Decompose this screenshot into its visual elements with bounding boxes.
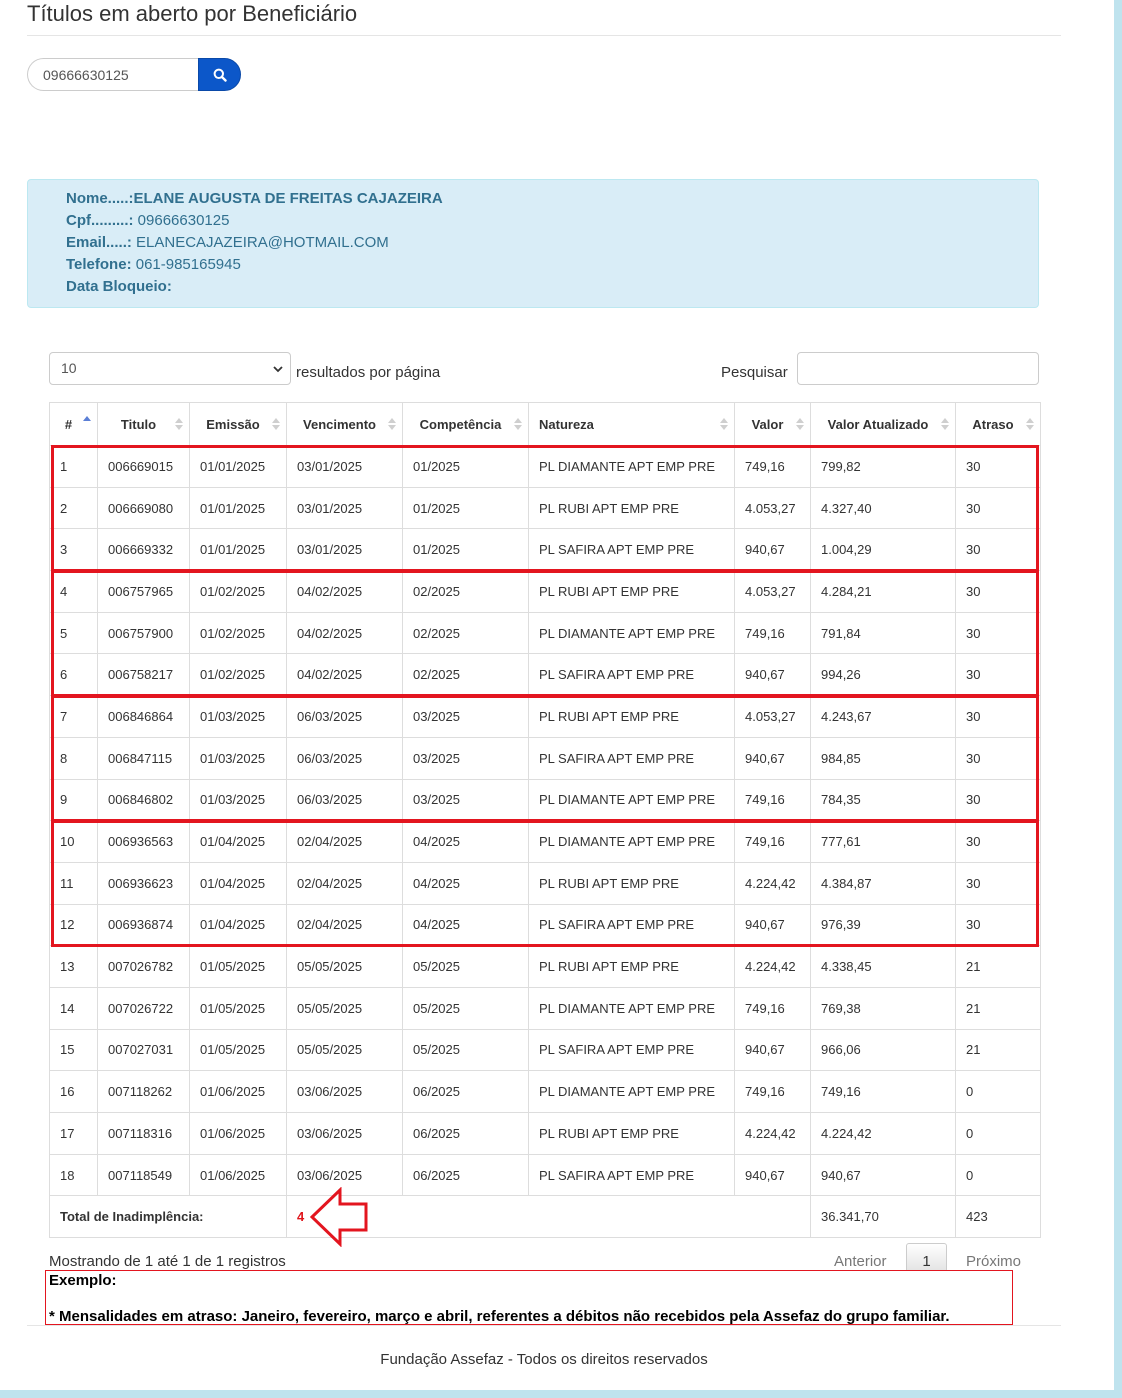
cell-valor: 940,67 — [735, 654, 811, 696]
cell-valor-atualizado: 994,26 — [811, 654, 956, 696]
cpf-label: Cpf.........: — [66, 212, 134, 229]
cell-natureza: PL DIAMANTE APT EMP PRE — [529, 1071, 735, 1113]
cell-valor-atualizado: 4.338,45 — [811, 946, 956, 988]
sort-down-arrow — [272, 425, 280, 430]
table-row — [50, 987, 1041, 1029]
table-row — [50, 571, 1041, 613]
cell-vencimento: 04/02/2025 — [287, 654, 403, 696]
cell-valor: 749,16 — [735, 987, 811, 1029]
cell-natureza: PL DIAMANTE APT EMP PRE — [529, 821, 735, 863]
sort-asc-arrow — [83, 416, 91, 421]
page-length-value: 10 — [61, 360, 77, 376]
sort-both-icon — [941, 417, 949, 431]
cell-emissao: 01/06/2025 — [190, 1113, 287, 1155]
table-header-col-vencimento[interactable] — [287, 403, 403, 446]
sort-down-arrow — [388, 425, 396, 430]
sort-down-arrow — [941, 425, 949, 430]
cell-valor-atualizado: 769,38 — [811, 987, 956, 1029]
cell-competencia: 02/2025 — [403, 654, 529, 696]
cell-competencia: 04/2025 — [403, 821, 529, 863]
header-label: Valor — [751, 416, 784, 432]
cell-valor-atualizado: 4.224,42 — [811, 1113, 956, 1155]
cell-valor-atualizado: 4.327,40 — [811, 487, 956, 529]
table-row — [50, 862, 1041, 904]
cell-natureza: PL SAFIRA APT EMP PRE — [529, 1154, 735, 1196]
cell-emissao: 01/04/2025 — [190, 904, 287, 946]
cell-competencia: 03/2025 — [403, 696, 529, 738]
cell-vencimento: 05/05/2025 — [287, 1029, 403, 1071]
cell-valor: 940,67 — [735, 737, 811, 779]
sort-up-arrow — [941, 418, 949, 423]
cell-atraso: 30 — [956, 904, 1041, 946]
page-length-select[interactable] — [49, 352, 291, 385]
cell-natureza: PL DIAMANTE APT EMP PRE — [529, 987, 735, 1029]
cell-vencimento: 02/04/2025 — [287, 862, 403, 904]
table-header-col-emissao[interactable] — [190, 403, 287, 446]
cell-atraso: 30 — [956, 529, 1041, 571]
cell-valor: 749,16 — [735, 821, 811, 863]
table-header-col-titulo[interactable] — [98, 403, 190, 446]
cell-row-number: 2 — [50, 487, 98, 529]
cell-titulo: 007026722 — [98, 987, 190, 1029]
cell-competencia: 05/2025 — [403, 946, 529, 988]
cell-atraso: 30 — [956, 487, 1041, 529]
data-bloqueio-label: Data Bloqueio: — [66, 278, 172, 295]
search-button[interactable] — [198, 58, 241, 91]
cell-valor-atualizado: 749,16 — [811, 1071, 956, 1113]
footer-text: Fundação Assefaz - Todos os direitos reservados — [380, 1351, 708, 1368]
pagination-page-1[interactable]: 1 — [906, 1243, 947, 1280]
cell-emissao: 01/01/2025 — [190, 529, 287, 571]
cell-vencimento: 06/03/2025 — [287, 737, 403, 779]
cell-competencia: 05/2025 — [403, 1029, 529, 1071]
titles-table — [49, 402, 1041, 1238]
table-header-col-competencia[interactable] — [403, 403, 529, 446]
cell-valor-atualizado: 799,82 — [811, 446, 956, 488]
cell-emissao: 01/02/2025 — [190, 654, 287, 696]
table-header-row — [50, 403, 1041, 446]
cell-valor: 749,16 — [735, 612, 811, 654]
cell-row-number: 13 — [50, 946, 98, 988]
header-label: Natureza — [539, 416, 594, 432]
sort-asc-icon — [83, 415, 91, 429]
page-length-label: resultados por página — [296, 364, 441, 381]
total-row — [50, 1196, 1041, 1238]
table-row — [50, 1071, 1041, 1113]
cell-natureza: PL RUBI APT EMP PRE — [529, 862, 735, 904]
cpf-search-input[interactable] — [27, 58, 199, 91]
info-data-bloqueio — [66, 276, 172, 298]
cell-vencimento: 03/06/2025 — [287, 1154, 403, 1196]
cell-valor-atualizado: 4.243,67 — [811, 696, 956, 738]
sort-down-arrow — [175, 425, 183, 430]
cell-atraso: 30 — [956, 612, 1041, 654]
table-row — [50, 529, 1041, 571]
cell-natureza: PL DIAMANTE APT EMP PRE — [529, 446, 735, 488]
cell-row-number: 1 — [50, 446, 98, 488]
table-header-col-natureza[interactable] — [529, 403, 735, 446]
cell-row-number: 3 — [50, 529, 98, 571]
sort-both-icon — [272, 417, 280, 431]
header-label: Titulo — [120, 416, 157, 432]
cell-row-number: 9 — [50, 779, 98, 821]
pagination-info: Mostrando de 1 até 1 de 1 registros — [49, 1253, 286, 1270]
cell-atraso: 30 — [956, 696, 1041, 738]
sort-down-arrow — [796, 425, 804, 430]
cell-emissao: 01/01/2025 — [190, 487, 287, 529]
header-label: Competência — [419, 416, 502, 432]
cell-vencimento: 03/06/2025 — [287, 1113, 403, 1155]
cell-emissao: 01/02/2025 — [190, 612, 287, 654]
cell-titulo: 006936563 — [98, 821, 190, 863]
cell-natureza: PL DIAMANTE APT EMP PRE — [529, 779, 735, 821]
cell-atraso: 0 — [956, 1154, 1041, 1196]
cpf-value: 09666630125 — [133, 212, 230, 229]
cell-valor: 749,16 — [735, 779, 811, 821]
cell-titulo: 007027031 — [98, 1029, 190, 1071]
beneficiary-search — [27, 58, 241, 91]
cell-atraso: 30 — [956, 446, 1041, 488]
cell-vencimento: 03/01/2025 — [287, 446, 403, 488]
example-title: Exemplo: — [49, 1272, 117, 1289]
cell-valor-atualizado: 4.384,87 — [811, 862, 956, 904]
cell-row-number: 14 — [50, 987, 98, 1029]
info-telefone — [66, 254, 241, 276]
sort-both-icon — [720, 417, 728, 431]
cell-titulo: 006669080 — [98, 487, 190, 529]
table-search-input[interactable] — [797, 352, 1039, 385]
cell-valor: 940,67 — [735, 529, 811, 571]
sort-both-icon — [388, 417, 396, 431]
sort-both-icon — [1026, 417, 1034, 431]
cell-natureza: PL RUBI APT EMP PRE — [529, 946, 735, 988]
cell-titulo: 006847115 — [98, 737, 190, 779]
cell-natureza: PL RUBI APT EMP PRE — [529, 571, 735, 613]
cell-atraso: 30 — [956, 654, 1041, 696]
sort-both-icon — [175, 417, 183, 431]
sort-up-arrow — [720, 418, 728, 423]
cell-competencia: 03/2025 — [403, 737, 529, 779]
cell-emissao: 01/06/2025 — [190, 1071, 287, 1113]
header-label: Emissão — [206, 416, 260, 432]
cell-vencimento: 03/01/2025 — [287, 487, 403, 529]
cell-valor: 4.224,42 — [735, 1113, 811, 1155]
cell-emissao: 01/02/2025 — [190, 571, 287, 613]
sort-up-arrow — [1026, 418, 1034, 423]
cell-valor-atualizado: 777,61 — [811, 821, 956, 863]
cell-vencimento: 06/03/2025 — [287, 696, 403, 738]
window-border-bottom — [0, 1390, 1122, 1398]
chevron-down-icon — [272, 363, 284, 375]
cell-titulo: 006758217 — [98, 654, 190, 696]
cell-competencia: 06/2025 — [403, 1071, 529, 1113]
example-text: * Mensalidades em atraso: Janeiro, fevereiro, março e abril, referentes a débitos não recebidos pela Assefaz do grupo familiar. — [49, 1308, 950, 1325]
table-row — [50, 821, 1041, 863]
cell-vencimento: 05/05/2025 — [287, 987, 403, 1029]
cell-competencia: 01/2025 — [403, 529, 529, 571]
cell-vencimento: 02/04/2025 — [287, 904, 403, 946]
cell-emissao: 01/05/2025 — [190, 1029, 287, 1071]
cell-titulo: 007118549 — [98, 1154, 190, 1196]
sort-up-arrow — [388, 418, 396, 423]
cell-row-number: 17 — [50, 1113, 98, 1155]
cell-natureza: PL SAFIRA APT EMP PRE — [529, 654, 735, 696]
cell-competencia: 03/2025 — [403, 779, 529, 821]
nome-label: Nome.....: — [66, 190, 134, 207]
cell-competencia: 01/2025 — [403, 446, 529, 488]
table-row — [50, 1029, 1041, 1071]
table-header-col-atraso[interactable] — [956, 403, 1041, 446]
cell-natureza: PL SAFIRA APT EMP PRE — [529, 904, 735, 946]
search-icon — [213, 68, 227, 82]
sort-up-arrow — [175, 418, 183, 423]
cell-valor: 4.224,42 — [735, 946, 811, 988]
header-label: # — [64, 416, 73, 432]
table-search-label: Pesquisar — [721, 364, 788, 381]
cell-atraso: 21 — [956, 987, 1041, 1029]
info-cpf — [66, 210, 229, 232]
cell-titulo: 006846802 — [98, 779, 190, 821]
cell-titulo: 006846864 — [98, 696, 190, 738]
total-valor-atualizado: 36.341,70 — [811, 1196, 956, 1238]
cell-valor: 940,67 — [735, 904, 811, 946]
cell-titulo: 007118262 — [98, 1071, 190, 1113]
header-label: Atraso — [972, 416, 1014, 432]
cell-valor-atualizado: 984,85 — [811, 737, 956, 779]
cell-natureza: PL DIAMANTE APT EMP PRE — [529, 612, 735, 654]
cell-competencia: 06/2025 — [403, 1154, 529, 1196]
cell-emissao: 01/01/2025 — [190, 446, 287, 488]
cell-atraso: 30 — [956, 821, 1041, 863]
table-header-col-number[interactable] — [50, 403, 98, 446]
table-row — [50, 654, 1041, 696]
total-label: Total de Inadimplência: — [50, 1196, 287, 1238]
table-body — [50, 446, 1041, 1196]
cell-atraso: 21 — [956, 946, 1041, 988]
cell-valor: 749,16 — [735, 446, 811, 488]
table-row — [50, 946, 1041, 988]
cell-emissao: 01/03/2025 — [190, 696, 287, 738]
telefone-label: Telefone: — [66, 256, 132, 273]
sort-both-icon — [514, 417, 522, 431]
window-border-right — [1114, 0, 1122, 1398]
table-row — [50, 612, 1041, 654]
cell-atraso: 30 — [956, 862, 1041, 904]
total-atraso: 423 — [956, 1196, 1041, 1238]
cell-titulo: 006936623 — [98, 862, 190, 904]
cell-row-number: 10 — [50, 821, 98, 863]
cell-row-number: 15 — [50, 1029, 98, 1071]
cell-emissao: 01/04/2025 — [190, 862, 287, 904]
cell-titulo: 007026782 — [98, 946, 190, 988]
cell-atraso: 21 — [956, 1029, 1041, 1071]
cell-emissao: 01/05/2025 — [190, 946, 287, 988]
cell-valor: 4.053,27 — [735, 696, 811, 738]
table-row — [50, 1154, 1041, 1196]
cell-valor-atualizado: 940,67 — [811, 1154, 956, 1196]
table-row — [50, 696, 1041, 738]
cell-competencia: 01/2025 — [403, 487, 529, 529]
cell-titulo: 006669015 — [98, 446, 190, 488]
cell-vencimento: 06/03/2025 — [287, 779, 403, 821]
cell-natureza: PL SAFIRA APT EMP PRE — [529, 737, 735, 779]
table-row — [50, 1113, 1041, 1155]
sort-up-arrow — [272, 418, 280, 423]
cell-titulo: 007118316 — [98, 1113, 190, 1155]
cell-atraso: 30 — [956, 779, 1041, 821]
cell-valor: 4.224,42 — [735, 862, 811, 904]
header-label: Vencimento — [303, 416, 376, 432]
cell-natureza: PL RUBI APT EMP PRE — [529, 487, 735, 529]
cell-titulo: 006757965 — [98, 571, 190, 613]
nome-value: ELANE AUGUSTA DE FREITAS CAJAZEIRA — [133, 190, 443, 207]
cell-row-number: 8 — [50, 737, 98, 779]
cell-competencia: 05/2025 — [403, 987, 529, 1029]
sort-both-icon — [796, 417, 804, 431]
cell-valor-atualizado: 4.284,21 — [811, 571, 956, 613]
cell-emissao: 01/03/2025 — [190, 779, 287, 821]
cell-competencia: 06/2025 — [403, 1113, 529, 1155]
sort-up-arrow — [796, 418, 804, 423]
cell-valor: 4.053,27 — [735, 571, 811, 613]
email-label: Email.....: — [66, 234, 132, 251]
header-label: Valor Atualizado — [827, 416, 929, 432]
example-note — [45, 1270, 1013, 1325]
cell-vencimento: 04/02/2025 — [287, 612, 403, 654]
footer-divider — [27, 1325, 1061, 1326]
cell-valor: 4.053,27 — [735, 487, 811, 529]
table-header-col-valor[interactable] — [735, 403, 811, 446]
sort-down-arrow — [514, 425, 522, 430]
cell-atraso: 30 — [956, 571, 1041, 613]
table-row — [50, 779, 1041, 821]
cell-row-number: 6 — [50, 654, 98, 696]
table-row — [50, 737, 1041, 779]
left-arrow-annotation-icon — [310, 1187, 370, 1247]
cell-natureza: PL RUBI APT EMP PRE — [529, 696, 735, 738]
cell-row-number: 16 — [50, 1071, 98, 1113]
cell-natureza: PL SAFIRA APT EMP PRE — [529, 1029, 735, 1071]
cell-valor: 940,67 — [735, 1154, 811, 1196]
cell-vencimento: 03/01/2025 — [287, 529, 403, 571]
cell-natureza: PL SAFIRA APT EMP PRE — [529, 529, 735, 571]
info-nome — [66, 188, 443, 210]
cell-vencimento: 02/04/2025 — [287, 821, 403, 863]
table-row — [50, 904, 1041, 946]
table-row — [50, 446, 1041, 488]
cell-emissao: 01/04/2025 — [190, 821, 287, 863]
cell-emissao: 01/05/2025 — [190, 987, 287, 1029]
cell-natureza: PL RUBI APT EMP PRE — [529, 1113, 735, 1155]
cell-vencimento: 04/02/2025 — [287, 571, 403, 613]
cell-atraso: 30 — [956, 737, 1041, 779]
pagination-next[interactable]: Próximo — [966, 1253, 1022, 1270]
cell-valor-atualizado: 791,84 — [811, 612, 956, 654]
page-title: Títulos em aberto por Beneficiário — [27, 1, 358, 26]
cell-valor-atualizado: 784,35 — [811, 779, 956, 821]
cell-valor-atualizado: 966,06 — [811, 1029, 956, 1071]
cell-competencia: 04/2025 — [403, 904, 529, 946]
cell-row-number: 4 — [50, 571, 98, 613]
cell-competencia: 04/2025 — [403, 862, 529, 904]
cell-titulo: 006936874 — [98, 904, 190, 946]
cell-vencimento: 05/05/2025 — [287, 946, 403, 988]
cell-titulo: 006757900 — [98, 612, 190, 654]
cell-vencimento: 03/06/2025 — [287, 1071, 403, 1113]
cell-valor: 940,67 — [735, 1029, 811, 1071]
table-header-col-valor-atualizado[interactable] — [811, 403, 956, 446]
telefone-value: 061-985165945 — [131, 256, 241, 273]
cell-atraso: 0 — [956, 1113, 1041, 1155]
cell-competencia: 02/2025 — [403, 612, 529, 654]
cell-valor-atualizado: 1.004,29 — [811, 529, 956, 571]
cell-competencia: 02/2025 — [403, 571, 529, 613]
sort-up-arrow — [514, 418, 522, 423]
pagination-previous[interactable]: Anterior — [834, 1253, 887, 1270]
cell-titulo: 006669332 — [98, 529, 190, 571]
cell-atraso: 0 — [956, 1071, 1041, 1113]
cell-row-number: 7 — [50, 696, 98, 738]
cell-valor-atualizado: 976,39 — [811, 904, 956, 946]
info-email — [66, 232, 389, 254]
sort-down-arrow — [1026, 425, 1034, 430]
sort-down-arrow — [720, 425, 728, 430]
cell-row-number: 11 — [50, 862, 98, 904]
cell-valor: 749,16 — [735, 1071, 811, 1113]
cell-row-number: 5 — [50, 612, 98, 654]
cell-row-number: 18 — [50, 1154, 98, 1196]
cell-emissao: 01/06/2025 — [190, 1154, 287, 1196]
cell-row-number: 12 — [50, 904, 98, 946]
cell-emissao: 01/03/2025 — [190, 737, 287, 779]
total-count-value: 4 — [297, 1209, 305, 1225]
beneficiary-info-panel — [27, 179, 1039, 308]
email-value: ELANECAJAZEIRA@HOTMAIL.COM — [131, 234, 389, 251]
title-divider — [27, 35, 1061, 36]
table-row — [50, 487, 1041, 529]
